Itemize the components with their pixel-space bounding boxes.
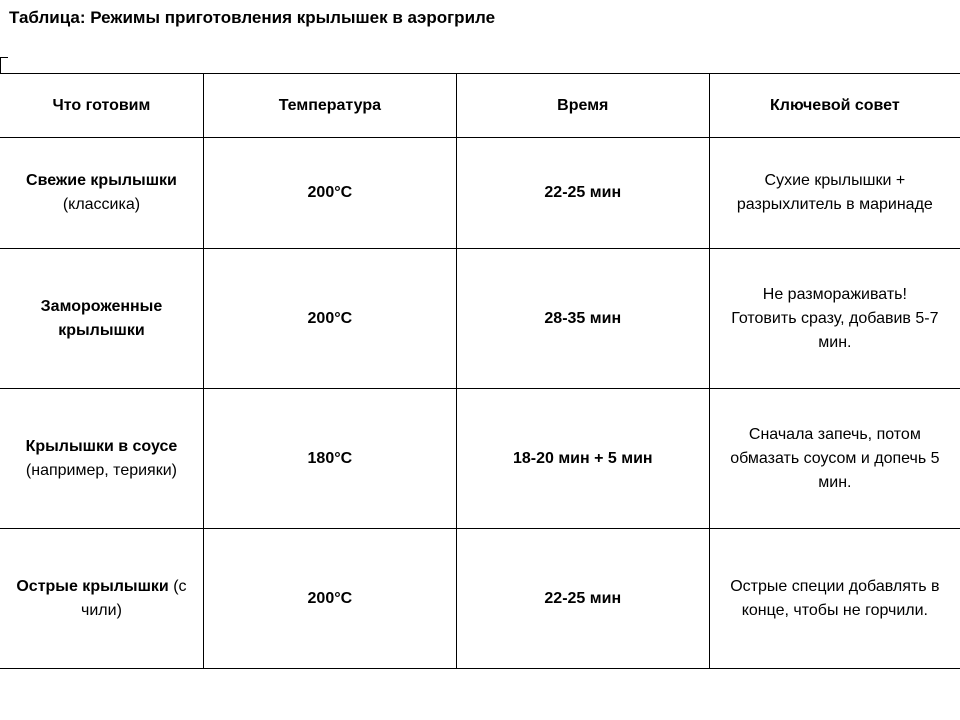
table-row <box>0 249 960 389</box>
item-note: (например, терияки) <box>25 461 177 479</box>
corner-mark <box>0 57 8 58</box>
item-name: Острые крылышки <box>16 577 169 595</box>
cell-tip <box>709 249 960 389</box>
cell-time: 22-25 мин <box>456 529 709 669</box>
cell-temperature: 180°C <box>203 389 456 529</box>
item-name: Крылышки в соусе <box>25 437 178 455</box>
cell-item <box>0 138 203 249</box>
tip-text: Сначала запечь, потом обмазать соусом и допечь 5 мин. <box>730 425 940 491</box>
cell-item <box>0 389 203 529</box>
cell-temperature: 200°C <box>203 529 456 669</box>
cell-time: 22-25 мин <box>456 138 709 249</box>
table-row <box>0 529 960 669</box>
cell-tip <box>709 389 960 529</box>
cell-temperature: 200°C <box>203 249 456 389</box>
header-temperature: Температура <box>203 74 456 138</box>
cell-item <box>0 249 203 389</box>
tip-text: Сухие крылышки + разрыхлитель в маринаде <box>736 172 933 213</box>
item-name: Свежие крылышки <box>26 172 177 189</box>
cell-time: 18-20 мин + 5 мин <box>456 389 709 529</box>
header-time: Время <box>456 74 709 138</box>
table-header-row <box>0 74 960 138</box>
item-name: Замороженные крылышки <box>40 297 163 339</box>
item-note: (классика) <box>62 196 141 213</box>
cooking-modes-table <box>0 73 960 669</box>
tip-text: Острые специи добавлять в конце, чтобы не горчили. <box>730 577 940 619</box>
header-what: Что готовим <box>0 74 203 138</box>
table-row <box>0 138 960 249</box>
item-note: (с чили) <box>81 577 187 619</box>
cell-time: 28-35 мин <box>456 249 709 389</box>
cell-tip <box>709 529 960 669</box>
header-tip: Ключевой совет <box>709 74 960 138</box>
cell-temperature: 200°C <box>203 138 456 249</box>
table-row <box>0 389 960 529</box>
cell-tip <box>709 138 960 249</box>
tip-text: Не размораживать! Готовить сразу, добавив 5-7 мин. <box>731 285 939 351</box>
page-title: Таблица: Режимы приготовления крылышек в аэрогриле <box>9 8 496 27</box>
cell-item <box>0 529 203 669</box>
